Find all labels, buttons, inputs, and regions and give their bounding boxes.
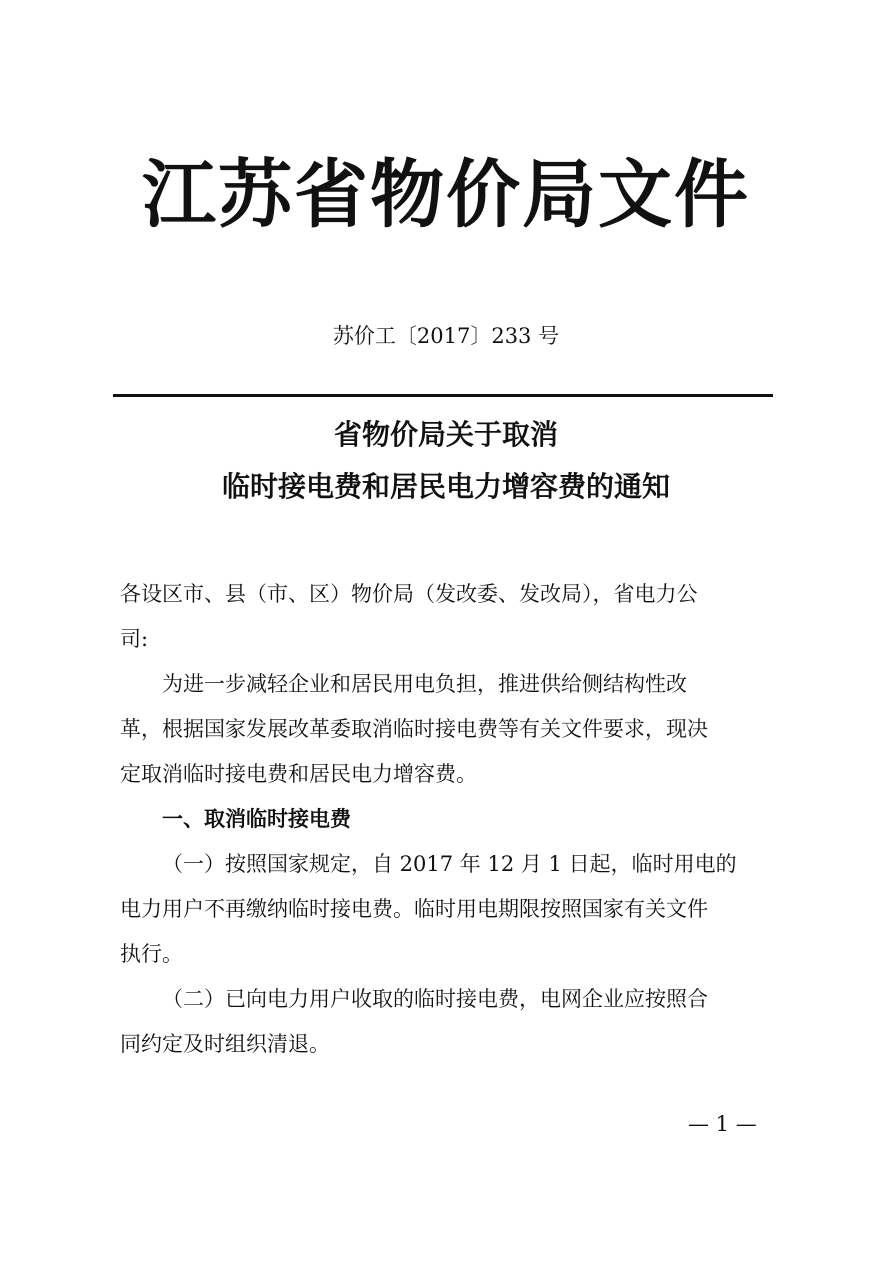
item-2-paragraph bbox=[120, 977, 790, 1067]
item-2-line: （二）已向电力用户收取的临时接电费，电网企业应按照合 bbox=[162, 987, 708, 1011]
intro-paragraph bbox=[120, 662, 790, 797]
document-body bbox=[120, 572, 790, 1067]
section-heading: 一、取消临时接电费 bbox=[162, 807, 351, 831]
agency-title: 江苏省物价局文件 bbox=[142, 152, 750, 238]
intro-line: 革，根据国家发展改革委取消临时接电费等有关文件要求，现决 bbox=[120, 717, 708, 741]
page-number: — 1 — bbox=[688, 1112, 757, 1136]
header-divider bbox=[113, 394, 773, 397]
notice-title-line-1: 省物价局关于取消 bbox=[333, 418, 558, 451]
item-1-line: 执行。 bbox=[120, 942, 183, 966]
item-1-paragraph bbox=[120, 842, 790, 977]
document-number: 苏价工〔2017〕233 号 bbox=[332, 324, 560, 348]
addressee-paragraph bbox=[120, 572, 790, 662]
item-1-line: （一）按照国家规定，自 2017 年 12 月 1 日起，临时用电的 bbox=[162, 852, 737, 876]
item-2-line: 同约定及时组织清退。 bbox=[120, 1032, 330, 1056]
notice-title-line-2: 临时接电费和居民电力增容费的通知 bbox=[221, 470, 670, 503]
intro-line: 为进一步减轻企业和居民用电负担，推进供给侧结构性改 bbox=[162, 672, 687, 696]
addressee-line: 各设区市、县（市、区）物价局（发改委、发改局），省电力公 bbox=[120, 582, 698, 606]
item-1-line: 电力用户不再缴纳临时接电费。临时用电期限按照国家有关文件 bbox=[120, 897, 708, 921]
intro-line: 定取消临时接电费和居民电力增容费。 bbox=[120, 762, 477, 786]
addressee-line: 司: bbox=[120, 627, 149, 651]
